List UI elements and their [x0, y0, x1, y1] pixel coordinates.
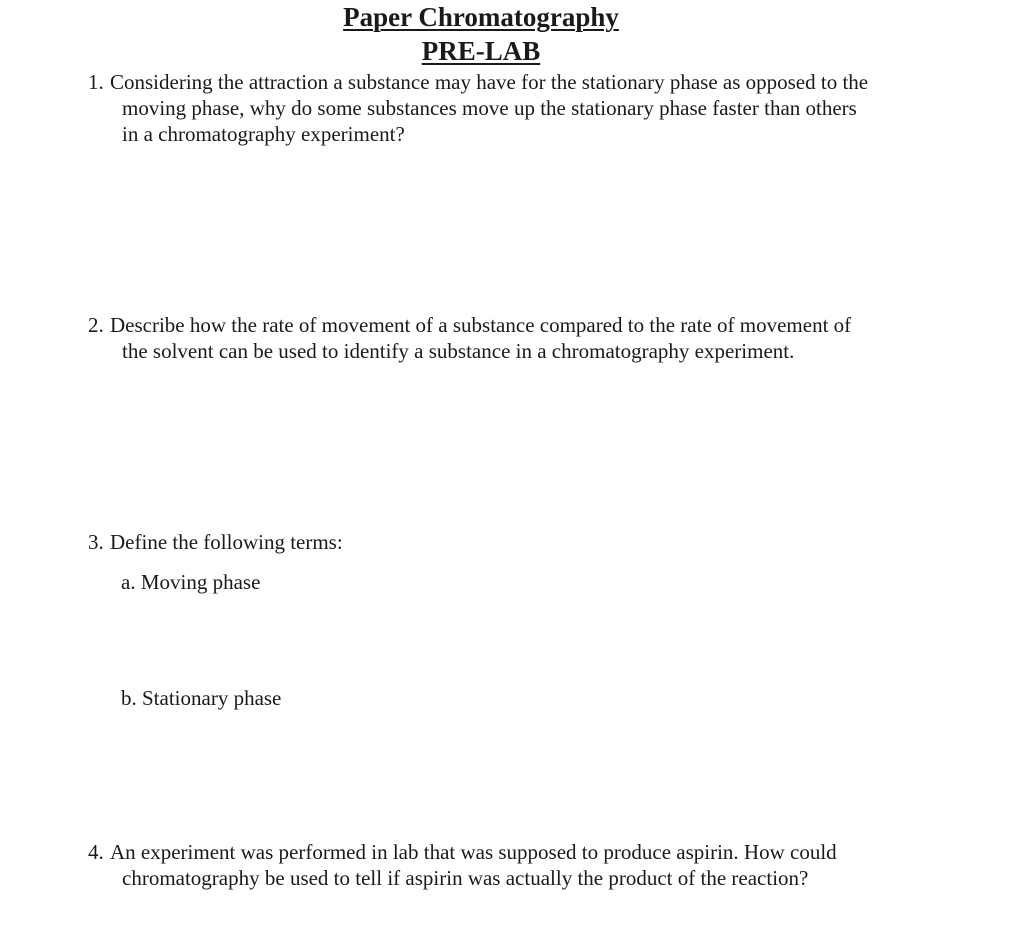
question-text-line: the solvent can be used to identify a substance in a chromatography experiment. — [122, 339, 795, 363]
question-3-part-a — [121, 569, 260, 595]
question-text-line: chromatography be used to tell if aspirin was actually the product of the reaction? — [122, 866, 809, 890]
part-text: Stationary phase — [142, 686, 282, 710]
page-title: Paper Chromatography — [343, 2, 619, 32]
question-number: 3. — [88, 530, 104, 554]
question-text-line: An experiment was performed in lab that was supposed to produce aspirin. How could — [110, 840, 837, 864]
question-text-line: Define the following terms: — [110, 530, 343, 554]
question-4 — [88, 839, 918, 891]
part-label: a. — [121, 570, 136, 594]
question-number: 1. — [88, 70, 104, 94]
page-subtitle: PRE-LAB — [421, 36, 541, 66]
question-text-line: Considering the attraction a substance may have for the stationary phase as opposed to the — [110, 70, 869, 94]
question-1 — [88, 69, 918, 147]
question-text-line: Describe how the rate of movement of a substance compared to the rate of movement of — [110, 313, 852, 337]
part-text: Moving phase — [140, 570, 261, 594]
question-3-part-b — [121, 685, 281, 711]
question-number: 4. — [88, 840, 104, 864]
question-number: 2. — [88, 313, 104, 337]
question-text-line: in a chromatography experiment? — [122, 122, 405, 146]
part-label: b. — [121, 686, 137, 710]
question-3 — [88, 529, 918, 555]
question-text-line: moving phase, why do some substances move up the stationary phase faster than others — [122, 96, 857, 120]
question-2 — [88, 312, 918, 364]
